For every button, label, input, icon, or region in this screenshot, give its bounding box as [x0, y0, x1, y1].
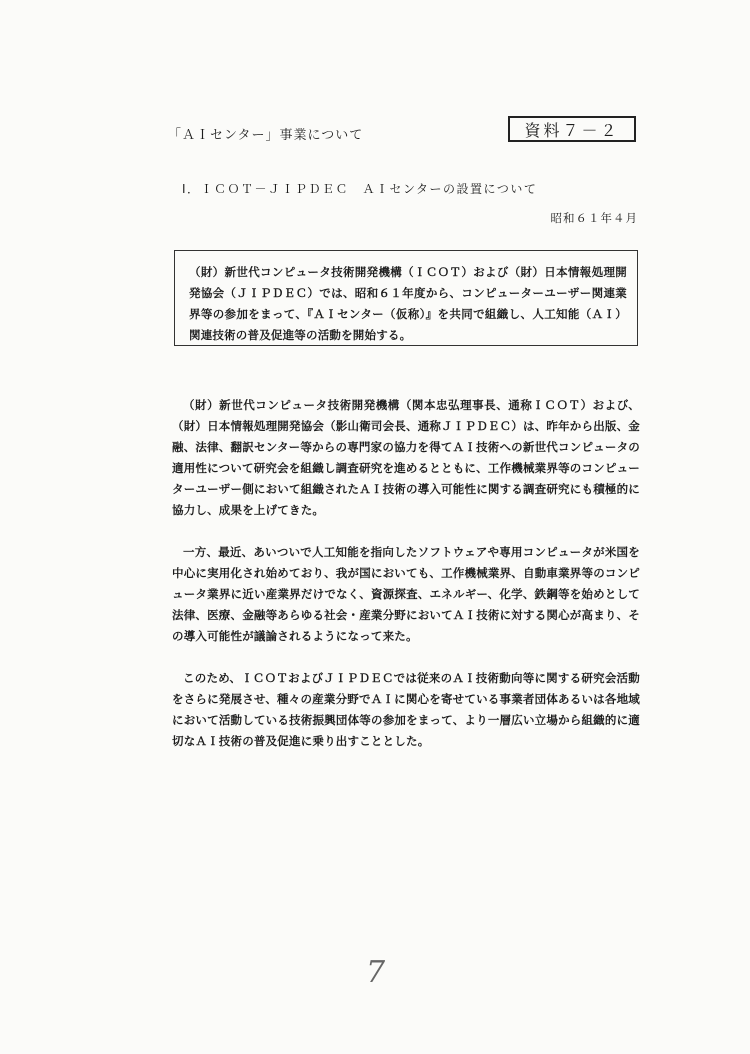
paragraph-2: 一方、最近、あいついで人工知能を指向したソフトウェアや専用コンピュータが米国を中心に実用化され始めており、我が国においても、工作機械業界、自動車業界等のコンピュータ業界に近い産業界だけでなく、資源探査、エネルギー、化学、鉄鋼等を始めとして法律、医療、金融等あらゆる社会・産業分野においてＡＩ技術に対する関心が高まり、その導入可能性が議論されるようになって来た。: [172, 545, 640, 643]
paragraph-1: （財）新世代コンピュータ技術開発機構（関本忠弘理事長、通称ＩＣＯＴ）および、（財）日本情報処理開発協会（影山衛司会長、通称ＪＩＰＤＥＣ）は、昨年から出版、金融、法律、翻訳センター等からの専門家の協力を得てＡＩ技術への新世代コンピュータの適用性について研究会を組織し調査研究を進めるとともに、工作機械業界等のコンピューターユーザー側において組織されたＡＩ技術の導入可能性に関する調査研究にも積極的に協力し、成果を上げてきた。: [172, 398, 640, 517]
summary-box: [174, 250, 638, 346]
document-title: 「ＡＩセンター」事業について: [168, 128, 364, 143]
document-date: 昭和６１年４月: [550, 211, 638, 225]
document-label-box: 資料７－２: [508, 116, 636, 142]
paragraph-3: このため、ＩＣＯＴおよびＪＩＰＤＥＣでは従来のＡＩ技術動向等に関する研究会活動をさらに発展させ、種々の産業分野でＡＩに関心を寄せている事業者団体あるいは各地域において活動している技術振興団体等の参加をまって、より一層広い立場から組織的に適切なＡＩ技術の普及促進に乗り出すこととした。: [172, 671, 640, 748]
page-number: 7: [366, 955, 386, 990]
summary-text: （財）新世代コンピュータ技術開発機構（ＩＣＯＴ）および（財）日本情報処理開発協会（ＪＩＰＤＥＣ）では、昭和６１年度から、コンピューターユーザー関連業界等の参加をまって、『ＡＩセンター（仮称）』を共同で組織し、人工知能（ＡＩ）関連技術の普及促進等の活動を開始する。: [189, 265, 627, 342]
body-text: [172, 395, 640, 773]
section-heading: Ⅰ．ＩＣＯＴ－ＪＩＰＤＥＣ ＡＩセンターの設置について: [182, 182, 538, 196]
